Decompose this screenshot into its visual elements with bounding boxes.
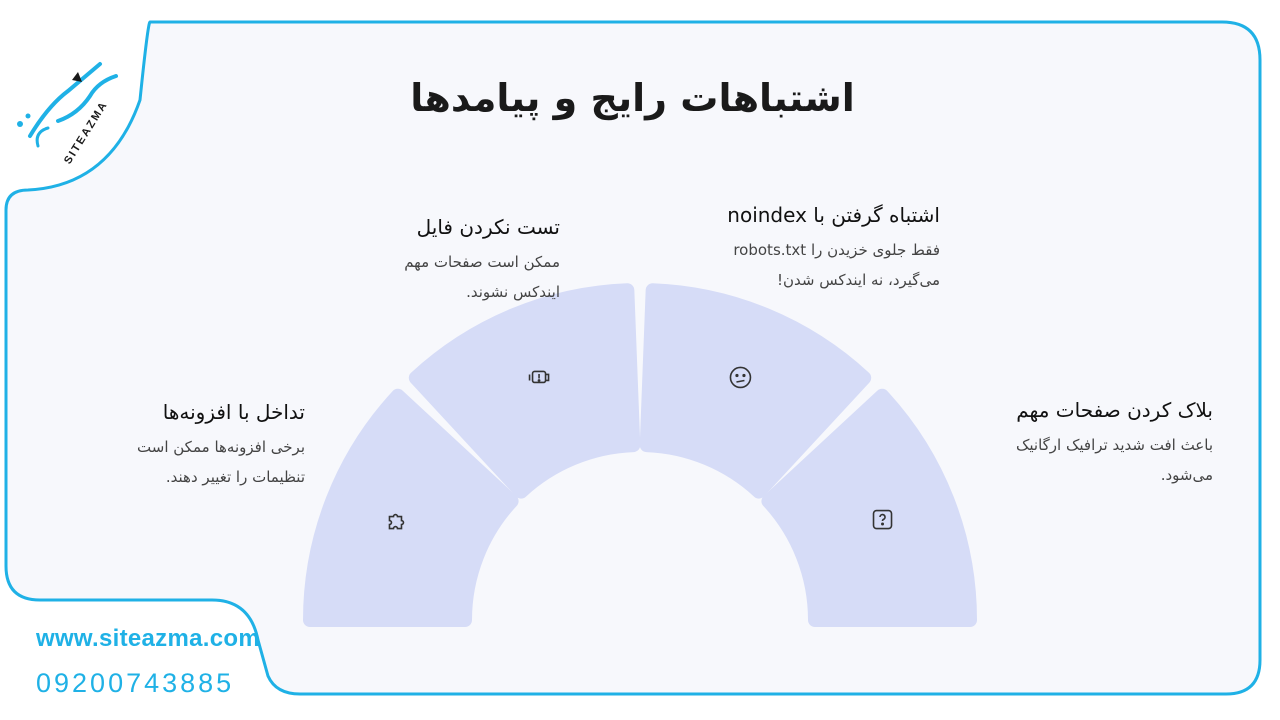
- phone-number[interactable]: 09200743885: [36, 668, 235, 698]
- item-untested-file: [404, 215, 560, 307]
- item-heading: بلاک کردن صفحات مهم: [1016, 398, 1213, 422]
- item-desc-line: ممکن است صفحات مهم: [404, 253, 560, 271]
- item-heading: تست نکردن فایل: [416, 215, 560, 239]
- item-desc-line: برخی افزونه‌ها ممکن است: [137, 438, 305, 456]
- item-desc-line: باعث افت شدید ترافیک ارگانیک: [1015, 436, 1213, 454]
- item-blocking-pages: [1016, 398, 1213, 490]
- item-desc-line: فقط جلوی خزیدن را robots.txt: [733, 241, 940, 259]
- item-noindex-confusion: [727, 203, 940, 295]
- logo-text: SITEAZMA: [62, 98, 111, 167]
- item-description: [1016, 430, 1213, 490]
- page-title: اشتباهات رایج و پیامدها: [410, 76, 855, 120]
- item-description: [727, 235, 940, 295]
- item-heading: اشتباه گرفتن با noindex: [727, 203, 940, 227]
- item-description: [404, 247, 560, 307]
- item-plugin-conflict: [137, 400, 305, 492]
- item-desc-line: ایندکس نشوند.: [466, 283, 560, 301]
- item-desc-line: می‌شود.: [1160, 466, 1213, 484]
- item-heading: تداخل با افزونه‌ها: [162, 400, 305, 424]
- website-url[interactable]: www.siteazma.com: [36, 625, 260, 652]
- item-desc-line: تنظیمات را تغییر دهند.: [165, 468, 305, 486]
- item-description: [137, 432, 305, 492]
- item-desc-line: می‌گیرد، نه ایندکس شدن!: [776, 271, 940, 289]
